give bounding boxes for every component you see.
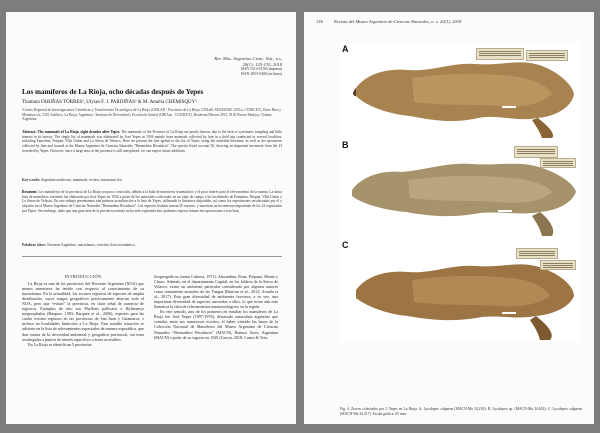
abstract-text: The mammals of the Province of La Rioja are poorly known, due to the lack of systematic sampling and little interest in its survey. The single list of mammals was elaborated by José Yepes in 1936 mainly from materials collected by him in a field trip conducted in several localities, including Famatina, Patquía, Villa Unión and La Sierra de Velasco. Here we present the first update to the list of Yepes, using the available literature, as well as the specimens collected by him and housed at the Museo Argentino de Ciencias Naturales "Bernardino Rivadavia". The species listed account 50, showing an important increment from the 23 recorded by Yepes. However, since a large area of the province is still unexplored, we can expect future additions.: [22, 130, 282, 153]
citation-journal: Rev. Mus. Argentino Cienc. Nat., n.s.: [214, 56, 282, 61]
scale-bar-c: [502, 312, 516, 314]
issn-print: ISSN 1514-5158 (impresa): [240, 67, 282, 72]
specimen-tag-c2: [540, 260, 576, 270]
specimen-tag-b2: [540, 158, 576, 168]
specimen-tag-a1: [476, 48, 524, 60]
running-head-text: Revista del Museo Argentino de Ciencias Naturales, n. s. 20(1), 2018: [334, 19, 462, 24]
citation-volume: 20(1): 125-135, 2018: [242, 61, 282, 67]
keywords-line: [22, 178, 282, 183]
running-head: [316, 19, 582, 24]
issn-online: ISSN 1853-0400 (en línea): [240, 71, 282, 76]
panel-letter-b: B: [342, 140, 349, 150]
keywords-text: Argentine northwest, mammals, review, taxonomic list.: [40, 178, 123, 182]
specimen-tag-b1: [514, 146, 558, 158]
article-authors: Thamara FARIÑAS TORRES¹, Ulyses F. J. PARDIÑAS² & M. Amelia CHEMISQUY¹: [22, 100, 197, 105]
left-page: [6, 12, 296, 424]
figure-caption: Fig. 4. Zorros colectados por J. Yepes en La Rioja. A. Lycalopex culpaeus (MACN-Ma 34.210); B. Lycalopex sp. (MACN-Ma 34.652); C. Lycalopex culpaeus (MACN-Ma 34.217). Escala gráfica: 05 mm.: [340, 407, 582, 416]
col2-paragraph-1: fitogeográficas (sensu Cabrera, 1971): Altoandina, Puna, Prepuna, Monte y Chaco. Además, en el departamento Capital, en los faldeos de la Sierra de Velasco, existe un ambiente particular considerado por algunos autores como remanentes australes de las Yungas (Biurrun et al., 2012; Aranda et al., 2017). Esta gran diversidad de ambientes favorece, a su vez, una importante diversidad de especies asociadas a ellos, lo que torna aún más llamativa la falta de relevamientos mastozoológicos en la región.: [154, 274, 278, 310]
resumen-label: Resumen:: [22, 190, 38, 194]
text-column-1: [22, 274, 144, 347]
right-page: [304, 12, 594, 424]
panel-letter-c: C: [342, 240, 349, 250]
abstract-label: Abstract:: [22, 130, 37, 134]
panel-letter-a: A: [342, 44, 349, 54]
col2-paragraph-2: En este sentido, uno de los primeros en estudiar los mamíferos de La Rioja fue José Yepes (1897-1976), destacado naturalista argentino que contaba, entre sus numerosos escritos, el haber visitado las bases de la Colección Nacional de Mamíferos del Museo Argentino de Ciencias Naturales “Bernardino Rivadavia” (MACN), Buenos Aires, Argentina (MACN) a partir de su ingreso en 1928 (García, 2018; Casini & Teta,: [154, 309, 278, 340]
abstract-title: The mammals of La Rioja, eight decades after Yepes.: [37, 130, 121, 134]
intro-paragraph-1: La Rioja es una de las provincias del Noroeste Argentino (NOA) que menos muestreos ha tenido con respecto al conocimiento de su mastofauna. En la actualidad, los escasos registros de especies de amplia distribución, cuyos rangos geográficos prácticamente abarcan todo el NOA, pero que “evitan” la provincia, en clara señal de ausencia de registros. Ejemplos de esto son Phyllotis pollicaris o Hylaeamys megacephalus (Barquez, 1983; Barquez et al., 2006), especies para las cuales existen registros en las provincias de San Juan y Catamarca, e incluso en localidades limítrofes a La Rioja. Esta notable situación se advierte en la lista de relevamientos espaciados de manera esporádica, que dan cuenta de la diversidad ambiental y geográfica provincial, sin estar restringidos a puntos de interés específico o áreas accesibles.: [22, 281, 144, 342]
resumen-text: Los mamíferos de la provincia de La Rioja son poco conocidos, debido a la falta de muestreos sistemáticos y el poco interés para el relevamiento de la misma. La única lista de mamíferos existente fue elaborada por José Yepes en 1936 a partir de los materiales colectados en un viaje de campo a las localidades de Famatina, Patquía, Villa Unión y La Sierra de Velasco. En este trabajo presentamos una primera actualización a la lista de Yepes, utilizando la literatura disponible, así como los especímenes recolectados por él y alojados en el Museo Argentino de Ciencias Naturales "Bernardino Rivadavia". Las especies listadas suman 50 taxones, y muestran un incremento importante de los 23 registrados por Yepes. Sin embargo, dado que una gran área de la provincia todavía no ha sido explorada aún, podemos esperar futuras incorporaciones a esta lista.: [22, 190, 282, 213]
intro-paragraph-2: En La Rioja se identifican 5 provincias: [28, 341, 92, 347]
palabras-line: [22, 243, 282, 248]
page-number: 126: [316, 19, 323, 24]
author-affiliation: ¹Centro Regional de Investigaciones Científicas y Transferencia Tecnológica de La Rioja (CRILAR - Provincia de La Rioja, UNLaR, SEGEMAR, UNCa, CONICET), Entre Ríos y Mendoza s/n, 5301 Anillaco, La Rioja, Argentina. ²Instituto de Diversidad y Evolución Austral (IDEAus - CONICET), Boulevard Brown 2915, 9120 Puerto Madryn, Chubut, Argentina.: [22, 108, 282, 122]
palabras-text: Noroeste Argentino, mastofauna, revisión, lista taxonómica.: [47, 243, 136, 247]
citation-block: [142, 56, 282, 76]
article-title: Los mamíferos de La Rioja, ocho décadas después de Yepes: [22, 88, 204, 96]
scale-bar-b: [498, 210, 512, 212]
figure-plate: [340, 42, 580, 342]
specimen-tag-a2: [526, 50, 568, 61]
intro-heading: INTRODUCCIÓN: [64, 274, 102, 279]
section-divider: [22, 256, 282, 257]
specimen-tag-c1: [516, 248, 558, 259]
text-column-2: [154, 274, 278, 340]
scale-bar-a: [502, 106, 516, 108]
resumen-block: [22, 190, 282, 214]
keywords-label: Key words:: [22, 178, 41, 182]
palabras-label: Palabras clave:: [22, 243, 47, 247]
abstract-block: [22, 130, 282, 154]
